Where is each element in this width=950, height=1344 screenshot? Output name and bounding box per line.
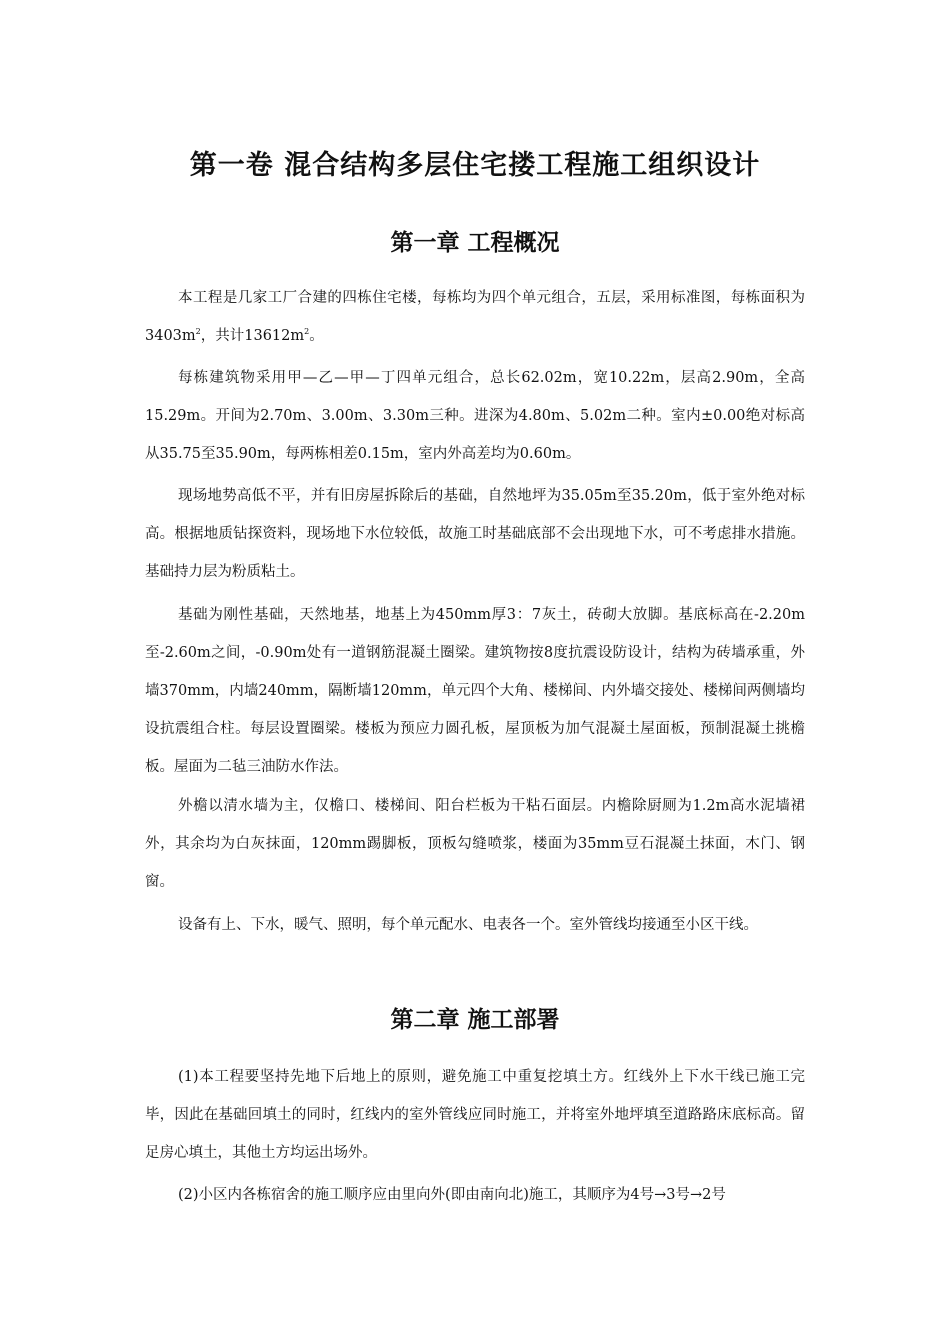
chapter-1-paragraph-1 — [145, 279, 805, 355]
chapter-2-title: 第二章 施工部署 — [390, 1007, 560, 1033]
chapter-2-paragraph-1: (1)本工程要坚持先地下后地上的原则，避免施工中重复挖填土方。红线外上下水干线已施工完毕，因此在基础回填土的同时，红线内的室外管线应同时施工，并将室外地坪填至道路路床底标高。留足房心填土，其他土方均运出场外。 — [145, 1069, 805, 1161]
chapter-1-paragraph-2: 每栋建筑物采用甲—乙—甲—丁四单元组合，总长62.02m，宽10.22m，层高2.90m，全高15.29m。开间为2.70m、3.00m、3.30m三种。进深为4.80m、5.02m二种。室内±0.00绝对标高从35.75至35.90m，每两栋相差0.15m，室内外高差均为0.60m。 — [145, 370, 805, 462]
paragraph-text: ，共计13612m — [200, 328, 305, 344]
chapter-1-title: 第一章 工程概况 — [390, 230, 560, 256]
chapter-1-paragraph-3: 现场地势高低不平，并有旧房屋拆除后的基础，自然地坪为35.05m至35.20m，低于室外绝对标高。根据地质钻探资料，现场地下水位较低，故施工时基础底部不会出现地下水，可不考虑排水措施。基础持力层为粉质粘土。 — [145, 488, 805, 580]
superscript: 2 — [195, 327, 201, 337]
superscript: 2 — [304, 327, 310, 337]
chapter-2-paragraph-2: (2)小区内各栋宿舍的施工顺序应由里向外(即由南向北)施工，其顺序为4号→3号→2号 — [178, 1187, 726, 1203]
chapter-1-paragraph-5: 外檐以清水墙为主，仅檐口、楼梯间、阳台栏板为干粘石面层。内檐除厨厕为1.2m高水泥墙裙外，其余均为白灰抹面，120mm踢脚板，顶板勾缝喷浆，楼面为35mm豆石混凝土抹面，木门、钢窗。 — [145, 798, 805, 890]
paragraph-text: 本工程是几家工厂合建的四栋住宅楼，每栋均为四个单元组合，五层，采用标准图，每栋面积为3403m — [145, 290, 805, 344]
chapter-1-paragraph-4: 基础为刚性基础，天然地基，地基上为450mm厚3：7灰土，砖砌大放脚。基底标高在-2.20m至-2.60m之间，-0.90m处有一道钢筋混凝土圈梁。建筑物按8度抗震设防设计，结构为砖墙承重，外墙370mm，内墙240mm，隔断墙120mm，单元四个大角、楼梯间、内外墙交接处、楼梯间两侧墙均设抗震组合柱。每层设置圈梁。楼板为预应力圆孔板，屋顶板为加气混凝土屋面板，预制混凝土挑檐板。屋面为二毡三油防水作法。 — [145, 607, 805, 775]
volume-title: 第一卷 混合结构多层住宅搂工程施工组织设计 — [189, 150, 761, 181]
paragraph-text: 。 — [309, 328, 324, 344]
chapter-1-paragraph-6: 设备有上、下水，暖气、照明，每个单元配水、电表各一个。室外管线均接通至小区干线。 — [178, 917, 758, 933]
